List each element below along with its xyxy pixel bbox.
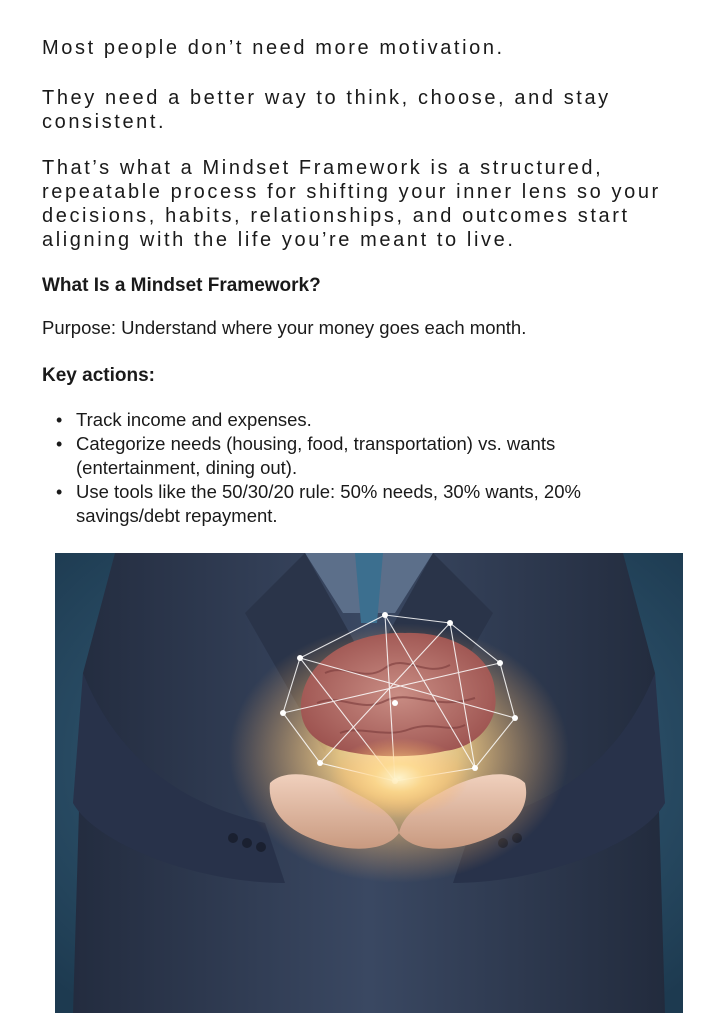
list-item	[42, 480, 682, 528]
section-heading: What Is a Mindset Framework?	[42, 275, 321, 296]
list-item-text: Categorize needs (housing, food, transportation) vs. wants (entertainment, dining out).	[76, 433, 556, 478]
button-icon	[242, 838, 252, 848]
brain-in-hands-image	[55, 553, 683, 1013]
list-item-text: Track income and expenses.	[76, 409, 312, 430]
intro-paragraph-3: That’s what a Mindset Framework is a structured, repeatable process for shifting your inner lens so your decisions, habits, relationships, and outcomes start aligning with the life you’re meant to live.	[42, 157, 661, 251]
intro-paragraph-1: Most people don’t need more motivation.	[42, 37, 505, 59]
list-item-text: Use tools like the 50/30/20 rule: 50% needs, 30% wants, 20% savings/debt repayment.	[76, 481, 581, 526]
intro-paragraph-2: They need a better way to think, choose, and stay consistent.	[42, 87, 611, 133]
bullet-icon: •	[56, 410, 63, 430]
bullet-icon: •	[56, 482, 63, 502]
palm-light-icon	[329, 738, 469, 818]
illustration-svg	[55, 553, 683, 1013]
purpose-text: Purpose: Understand where your money goes each month.	[42, 317, 527, 338]
list-item	[42, 408, 682, 432]
bullet-icon: •	[56, 434, 63, 454]
list-item	[42, 432, 682, 480]
button-icon	[256, 842, 266, 852]
key-actions-list	[42, 408, 682, 528]
key-actions-label: Key actions:	[42, 365, 155, 386]
button-icon	[228, 833, 238, 843]
